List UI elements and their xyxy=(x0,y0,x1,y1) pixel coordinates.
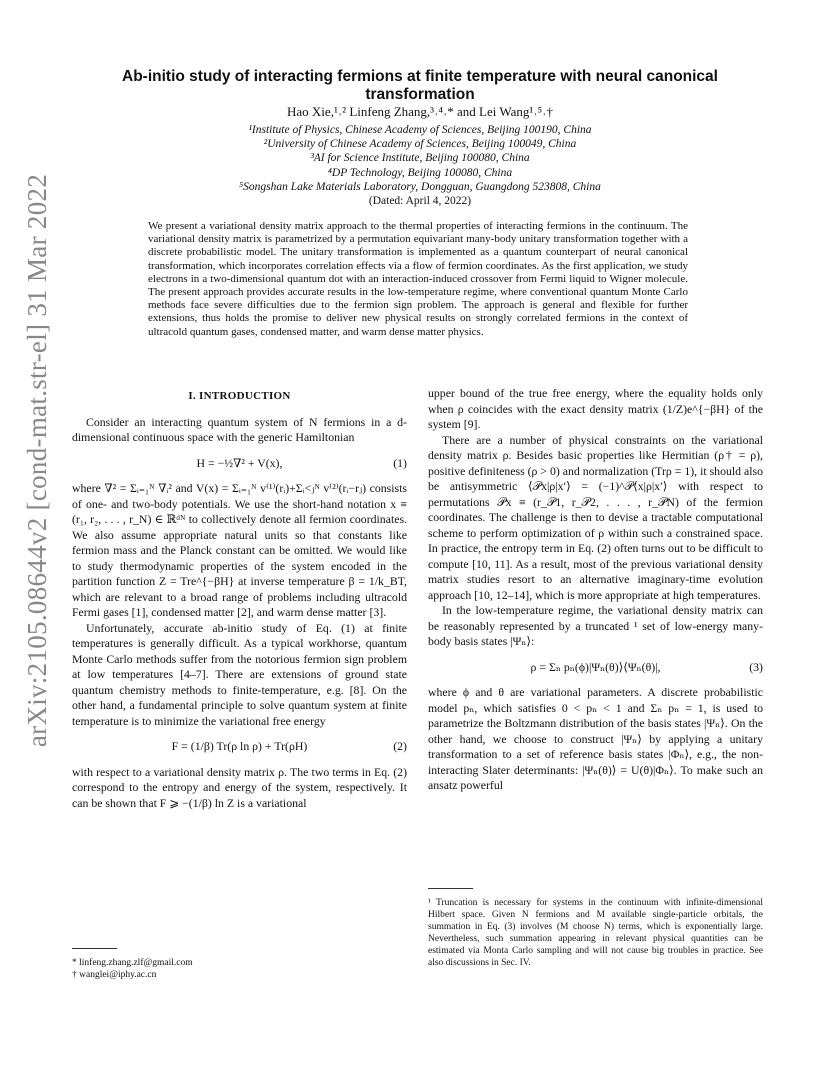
footnote-1 xyxy=(428,897,763,969)
right-column xyxy=(428,386,763,794)
footnote-rule xyxy=(72,948,117,949)
affiliation-4: ⁴DP Technology, Beijing 100080, China xyxy=(327,166,513,179)
affiliations xyxy=(70,123,770,208)
affiliation-1: ¹Institute of Physics, Chinese Academy of Sciences, Beijing 100190, China xyxy=(248,124,592,136)
footnote-email-1[interactable]: * linfeng.zhang.zlf@gmail.com xyxy=(72,958,193,968)
equation-number: (1) xyxy=(393,455,407,470)
paragraph: where ϕ and θ are variational parameters. A discrete probabilistic model pₙ, which satisfies 0 < pₙ < 1 and Σₙ pₙ = 1, is used to parametrize the Boltzmann distribution of the basis states |Ψₙ⟩. On the other hand, we choose to construct |Ψₙ⟩ by applying a unitary transformation to a set of reference basis states |Φₙ⟩, e.g., the non-interacting Slater determinants: |Ψₙ(θ)⟩ = U(θ)|Φₙ⟩. To make such an ansatz powerful xyxy=(428,685,763,792)
equation-1 xyxy=(72,456,407,472)
footnote-rule xyxy=(428,888,473,889)
affiliation-2: ²University of Chinese Academy of Sciences, Beijing 100049, China xyxy=(263,138,577,151)
paper-title: Ab-initio study of interacting fermions at finite temperature with neural canonical transformation xyxy=(122,68,718,103)
footnote-email-2[interactable]: † wanglei@iphy.ac.cn xyxy=(72,970,157,980)
footnote-text: ¹ Truncation is necessary for systems in the continuum with infinite-dimensional Hilbert space. Given N fermions and M available single-particle orbitals, the summation in Eq. (3) involves (M choose N) terms, which is exponentially large. Nevertheless, such summation appearing in relevant physical quantities can be estimated via Monta Carlo sampling and will not cause big troubles in practice. See also discussions in Sec. IV. xyxy=(428,898,763,968)
paragraph: Unfortunately, accurate ab-initio study of Eq. (1) at finite temperatures is generally difficult. As a typical workhorse, quantum Monte Carlo methods suffer from the notorious fermion sign problem at low temperatures [4–7]. There are extensions of ground state quantum chemistry methods to finite-temperature, e.g. [8]. On the other hand, a fundamental principle to solve quantum system at finite temperature is to minimize the variational free energy xyxy=(72,620,407,728)
affiliation-3: ³AI for Science Institute, Beijing 100080, China xyxy=(310,152,530,165)
affiliation-5: ⁵Songshan Lake Materials Laboratory, Dongguan, Guangdong 523808, China xyxy=(239,180,601,193)
paragraph: with respect to a variational density matrix ρ. The two terms in Eq. (2) correspond to the entropy and energy of the system, respectively. It can be shown that F ⩾ −(1/β) ln Z is a variational xyxy=(72,764,407,810)
left-column xyxy=(72,386,407,811)
paragraph: where ∇² = Σᵢ₌₁ᴺ ∇ᵢ² and V(x) = Σᵢ₌₁ᴺ v⁽¹⁾(rᵢ)+Σᵢ<ⱼᴺ v⁽²⁾(rᵢ−rⱼ) consists of one- and two-body potentials. We use the short-hand notation x ≡ (r₁, r₂, . . . , r_N) ∈ ℝᵈᴺ to collectively denote all fermion coordinates. We also assume appropriate natural units so that constants like fermion mass and the Planck constant can be omitted. We would like to study thermodynamic properties of the system encoded in the partition function Z = Tre^{−βH} at inverse temperature β = 1/k_BT, which are relevant to a broad range of problems including ultracold Fermi gases [1], condensed matter [2], and warm dense matter [3]. xyxy=(72,481,407,619)
equation-body: F = (1/β) Tr(ρ ln ρ) + Tr(ρH) xyxy=(171,739,308,753)
equation-body: H = −½∇² + V(x), xyxy=(196,455,283,470)
author-list: Hao Xie,¹˒² Linfeng Zhang,³˒⁴˒* and Lei Wang¹˒⁵˒† xyxy=(287,104,553,119)
equation-3 xyxy=(428,660,763,676)
dated-line: (Dated: April 4, 2022) xyxy=(368,195,472,208)
paragraph: There are a number of physical constraints on the variational density matrix ρ. Besides basic properties like Hermitian (ρ† = ρ), positive definiteness (ρ > 0) and normalization (Trρ = 1), it should also be antisymmetric ⟨𝒫x|ρ|x′⟩ = (−1)^𝒫⟨x|ρ|x′⟩ with respect to permutations 𝒫x ≡ (r_𝒫1, r_𝒫2, . . . , r_𝒫N) of the fermion coordinates. The challenge is then to devise a tractable computational scheme to perform optimization of ρ within such a constrained space. In practice, the entropy term in Eq. (2) often turns out to be difficult to compute [10, 11]. As a result, most of the previous variational density matrix studies resort to an alternative imaginary-time evolution approach [10, 12–14], which is more appropriate at high temperatures. xyxy=(428,432,763,602)
arxiv-id: arXiv:2105.08644v2 [cond-mat.str-el] 31 Mar 2022 xyxy=(22,173,53,747)
arxiv-stamp xyxy=(18,173,58,747)
paragraph: In the low-temperature regime, the variational density matrix can be reasonably represented by a truncated ¹ set of low-energy many-body basis states |Ψₙ⟩: xyxy=(428,603,763,648)
equation-2 xyxy=(72,739,407,755)
paragraph: Consider an interacting quantum system of N fermions in a d-dimensional continuous space with the generic Hamiltonian xyxy=(72,414,407,444)
equation-number: (3) xyxy=(749,659,763,674)
equation-body: ρ = Σₙ pₙ(ϕ)|Ψₙ(θ)⟩⟨Ψₙ(θ)|, xyxy=(530,659,661,674)
paragraph: upper bound of the true free energy, where the equality holds only when ρ coincides with the exact density matrix (1/Z)e^{−βH} of the system [9]. xyxy=(428,386,763,431)
footnotes-right xyxy=(428,888,763,969)
equation-number: (2) xyxy=(393,739,407,753)
abstract: We present a variational density matrix approach to the thermal properties of interacting fermions in the continuum. The variational density matrix is parametrized by a permutation equivariant many-body unitary transformation together with a discrete probabilistic model. The unitary transformation is implemented as a quantum counterpart of neural canonical transformation, which incorporates correlation effects via a flow of fermion coordinates. As the first application, we study electrons in a two-dimensional quantum dot with an interaction-induced crossover from Fermi liquid to Wigner molecule. The present approach provides accurate results in the low-temperature regime, where conventional quantum Monte Carlo methods face severe difficulties due to the fermion sign problem. The approach is general and flexible for further extensions, thus holds the promise to deliver new physical results on strongly correlated fermions in the context of ultracold quantum gases, condensed matter, and warm dense matter physics. xyxy=(148,220,688,338)
footnotes-left xyxy=(72,948,407,981)
section-heading: I. INTRODUCTION xyxy=(188,390,291,402)
